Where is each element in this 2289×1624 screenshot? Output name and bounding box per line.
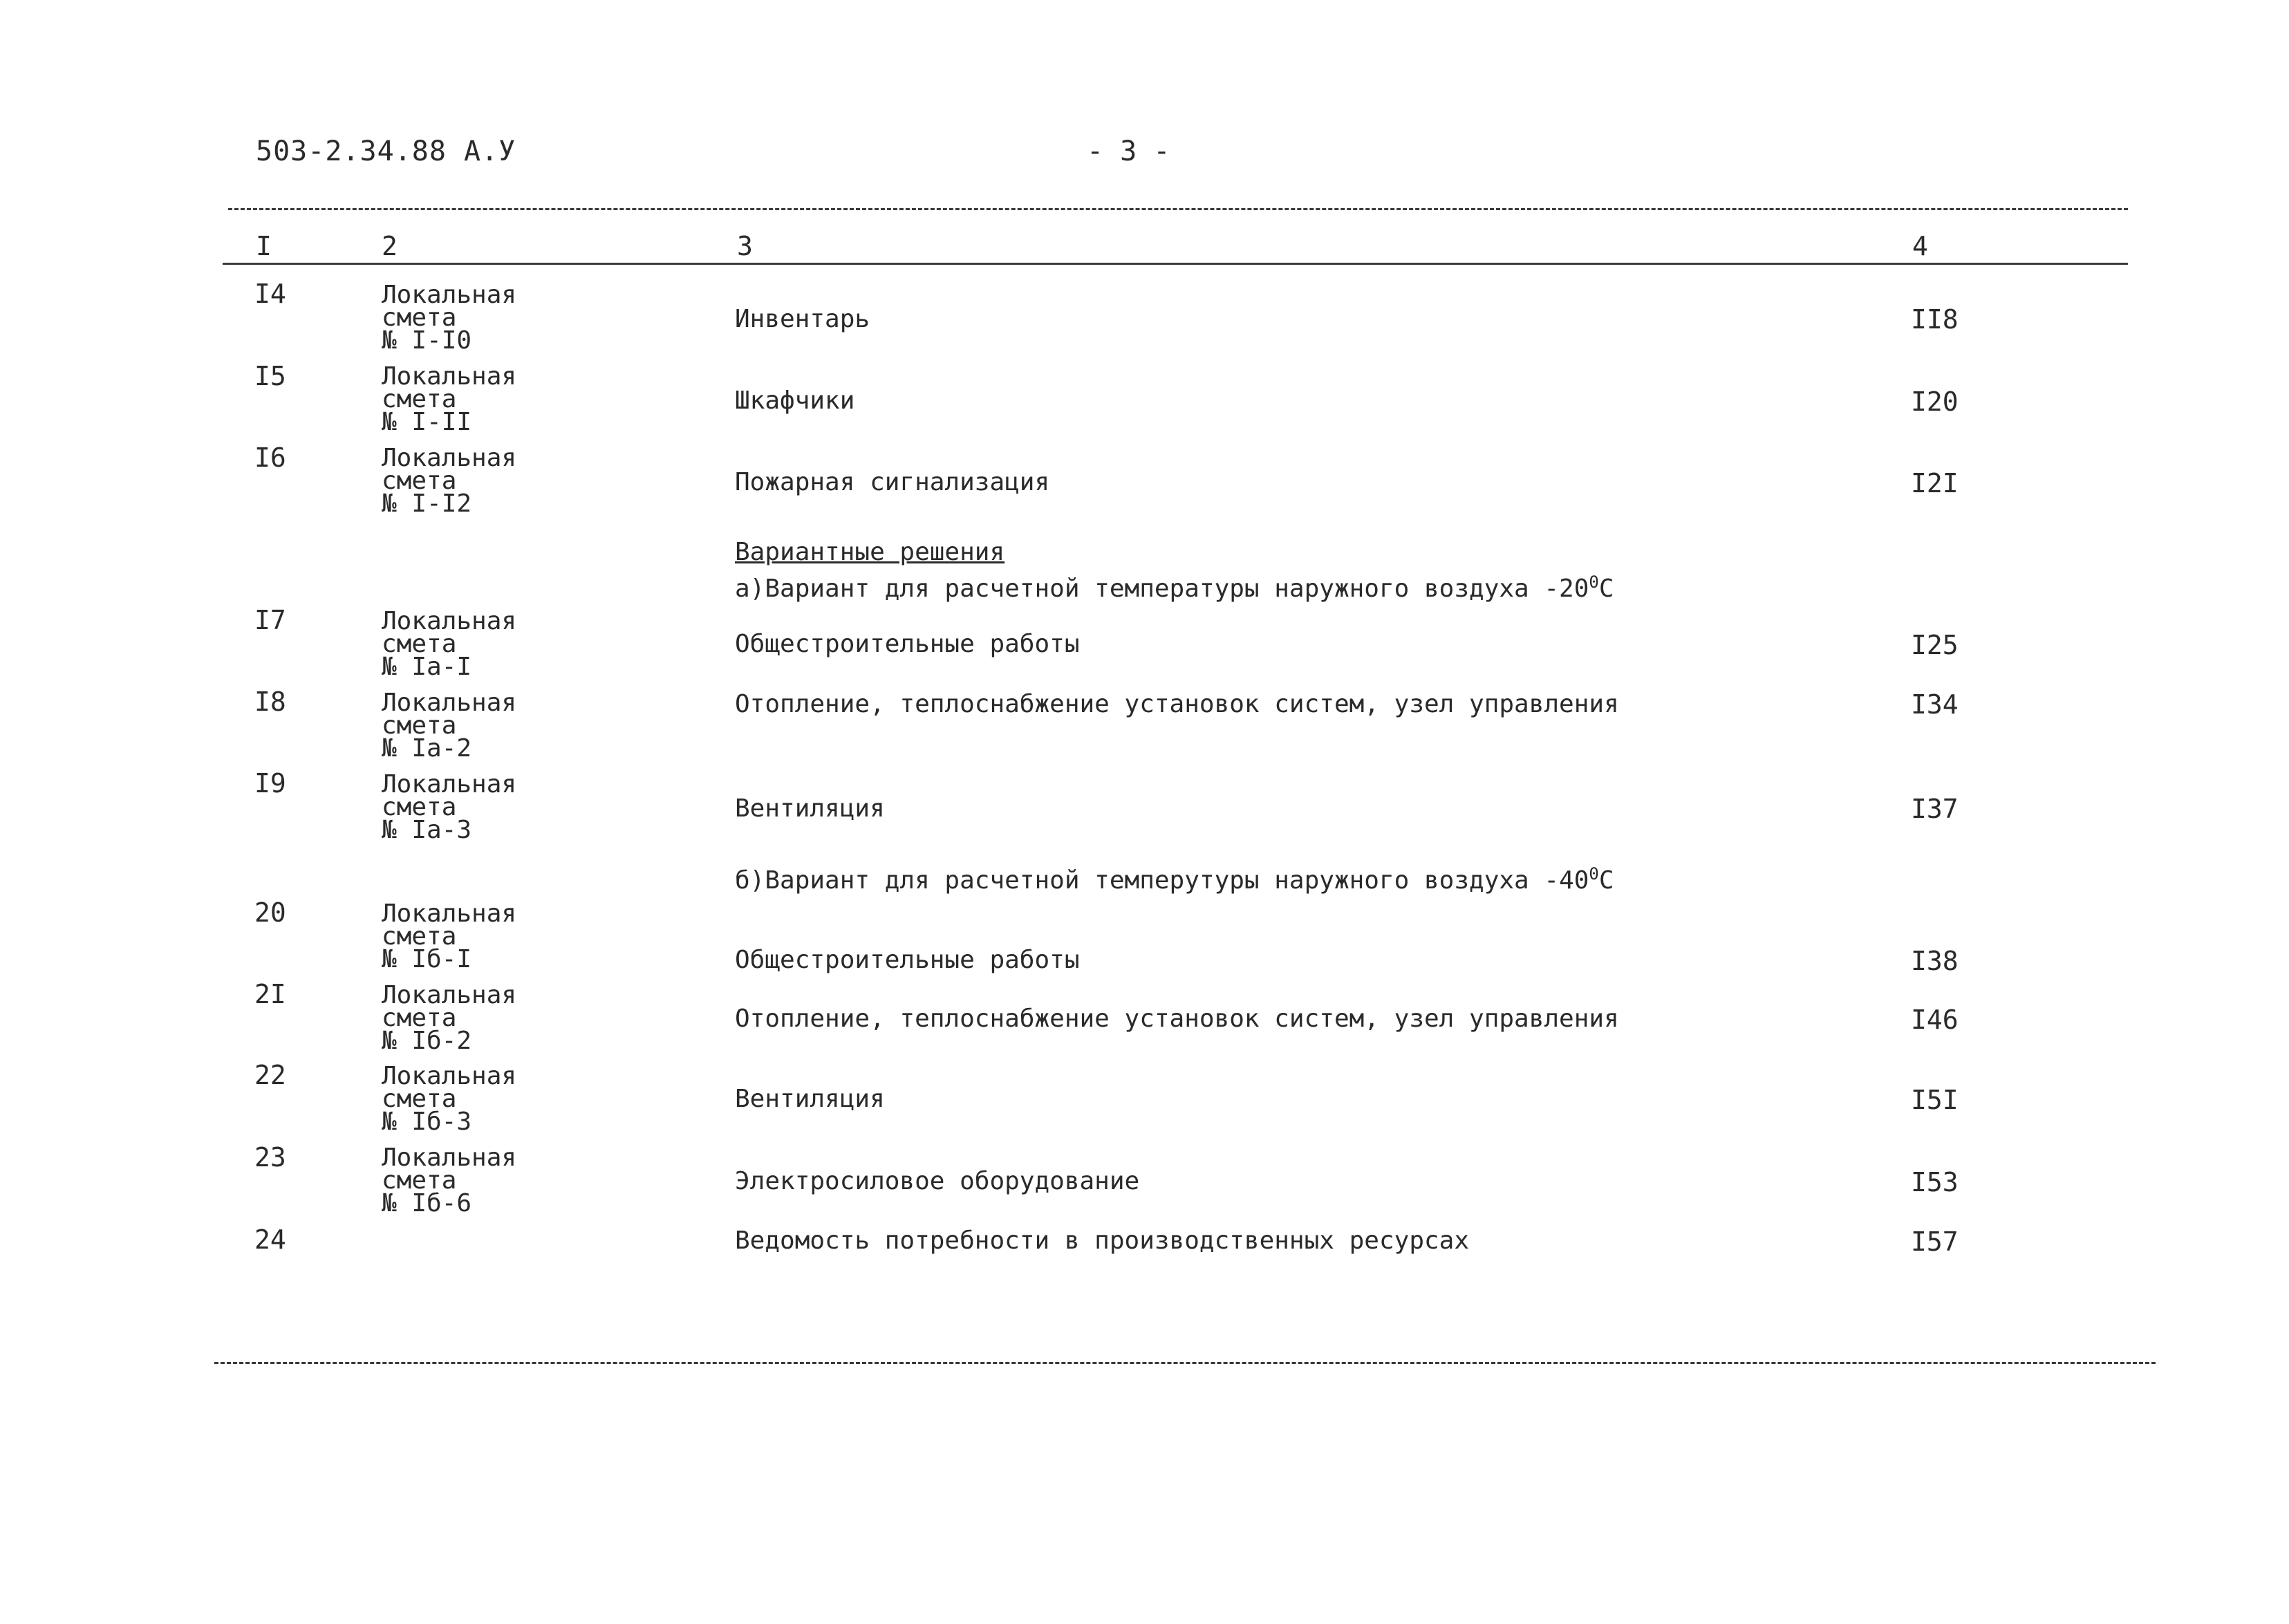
row-number: I6 — [254, 442, 286, 473]
row-description: Пожарная сигнализация — [735, 468, 1050, 496]
column-header-3: 3 — [737, 231, 753, 261]
page-reference: II8 — [1911, 304, 1959, 335]
row-number: 22 — [254, 1060, 286, 1090]
variant-b-heading: б)Вариант для расчетной темперутуры наружного воздуха $-40^0С$ — [735, 864, 1614, 895]
row-description: Вентиляция — [735, 1085, 885, 1113]
column-header-4: 4 — [1912, 231, 1928, 261]
row-description: Шкафчики — [735, 386, 855, 415]
estimate-reference: Локальная смета № I-I0 — [382, 281, 517, 355]
row-number: 24 — [254, 1224, 286, 1255]
row-description: Общестроительные работы — [735, 946, 1080, 974]
estimate-reference: Локальная смета № Iб-6 — [382, 1144, 517, 1217]
estimate-reference: Локальная смета № Iб-3 — [382, 1062, 517, 1136]
estimate-reference: Локальная смета № I-I2 — [382, 444, 517, 518]
header-rule — [223, 263, 2128, 265]
row-number: I9 — [254, 768, 286, 799]
top-rule — [228, 208, 2128, 210]
row-number: I4 — [254, 279, 286, 309]
page-reference: I46 — [1911, 1005, 1959, 1035]
document-code: 503-2.34.88 А.У — [256, 136, 516, 167]
row-number: 2I — [254, 979, 286, 1009]
column-header-2: 2 — [382, 231, 398, 261]
page-reference: I34 — [1911, 689, 1959, 720]
bottom-rule — [214, 1362, 2156, 1364]
estimate-reference: Локальная смета № Iа-3 — [382, 770, 517, 844]
row-number: 20 — [254, 897, 286, 928]
variant-a-heading: а)Вариант для расчетной температуры наружного воздуха $-20^0С$ — [735, 572, 1614, 603]
page-reference: I38 — [1911, 946, 1959, 976]
estimate-reference: Локальная смета № Iа-I — [382, 607, 517, 681]
page-number: - 3 - — [1087, 136, 1170, 167]
row-number: I7 — [254, 605, 286, 635]
row-description: Электросиловое оборудование — [735, 1167, 1140, 1195]
row-description: Общестроительные работы — [735, 630, 1080, 658]
row-description: Отопление, теплоснабжение установок систем, узел управления — [735, 1005, 1619, 1033]
page-reference: I5I — [1911, 1085, 1959, 1115]
page-reference: I53 — [1911, 1167, 1959, 1197]
row-description: Ведомость потребности в производственных ресурсах — [735, 1226, 1470, 1255]
row-number: I8 — [254, 687, 286, 717]
estimate-reference: Локальная смета № I-II — [382, 362, 517, 436]
row-description: Отопление, теплоснабжение установок систем, узел управления — [735, 690, 1619, 718]
page-reference: I37 — [1911, 794, 1959, 824]
page-reference: I57 — [1911, 1226, 1959, 1257]
row-number: 23 — [254, 1142, 286, 1173]
column-header-1: I — [256, 231, 272, 261]
estimate-reference: Локальная смета № Iб-2 — [382, 981, 517, 1055]
page-reference: I20 — [1911, 386, 1959, 417]
row-description: Вентиляция — [735, 794, 885, 823]
estimate-reference: Локальная смета № Iб-I — [382, 899, 517, 973]
row-description: Инвентарь — [735, 305, 870, 333]
section-heading: Вариантные решения — [735, 538, 1005, 566]
page-reference: I25 — [1911, 630, 1959, 660]
page-reference: I2I — [1911, 468, 1959, 498]
row-number: I5 — [254, 361, 286, 391]
estimate-reference: Локальная смета № Iа-2 — [382, 689, 517, 763]
